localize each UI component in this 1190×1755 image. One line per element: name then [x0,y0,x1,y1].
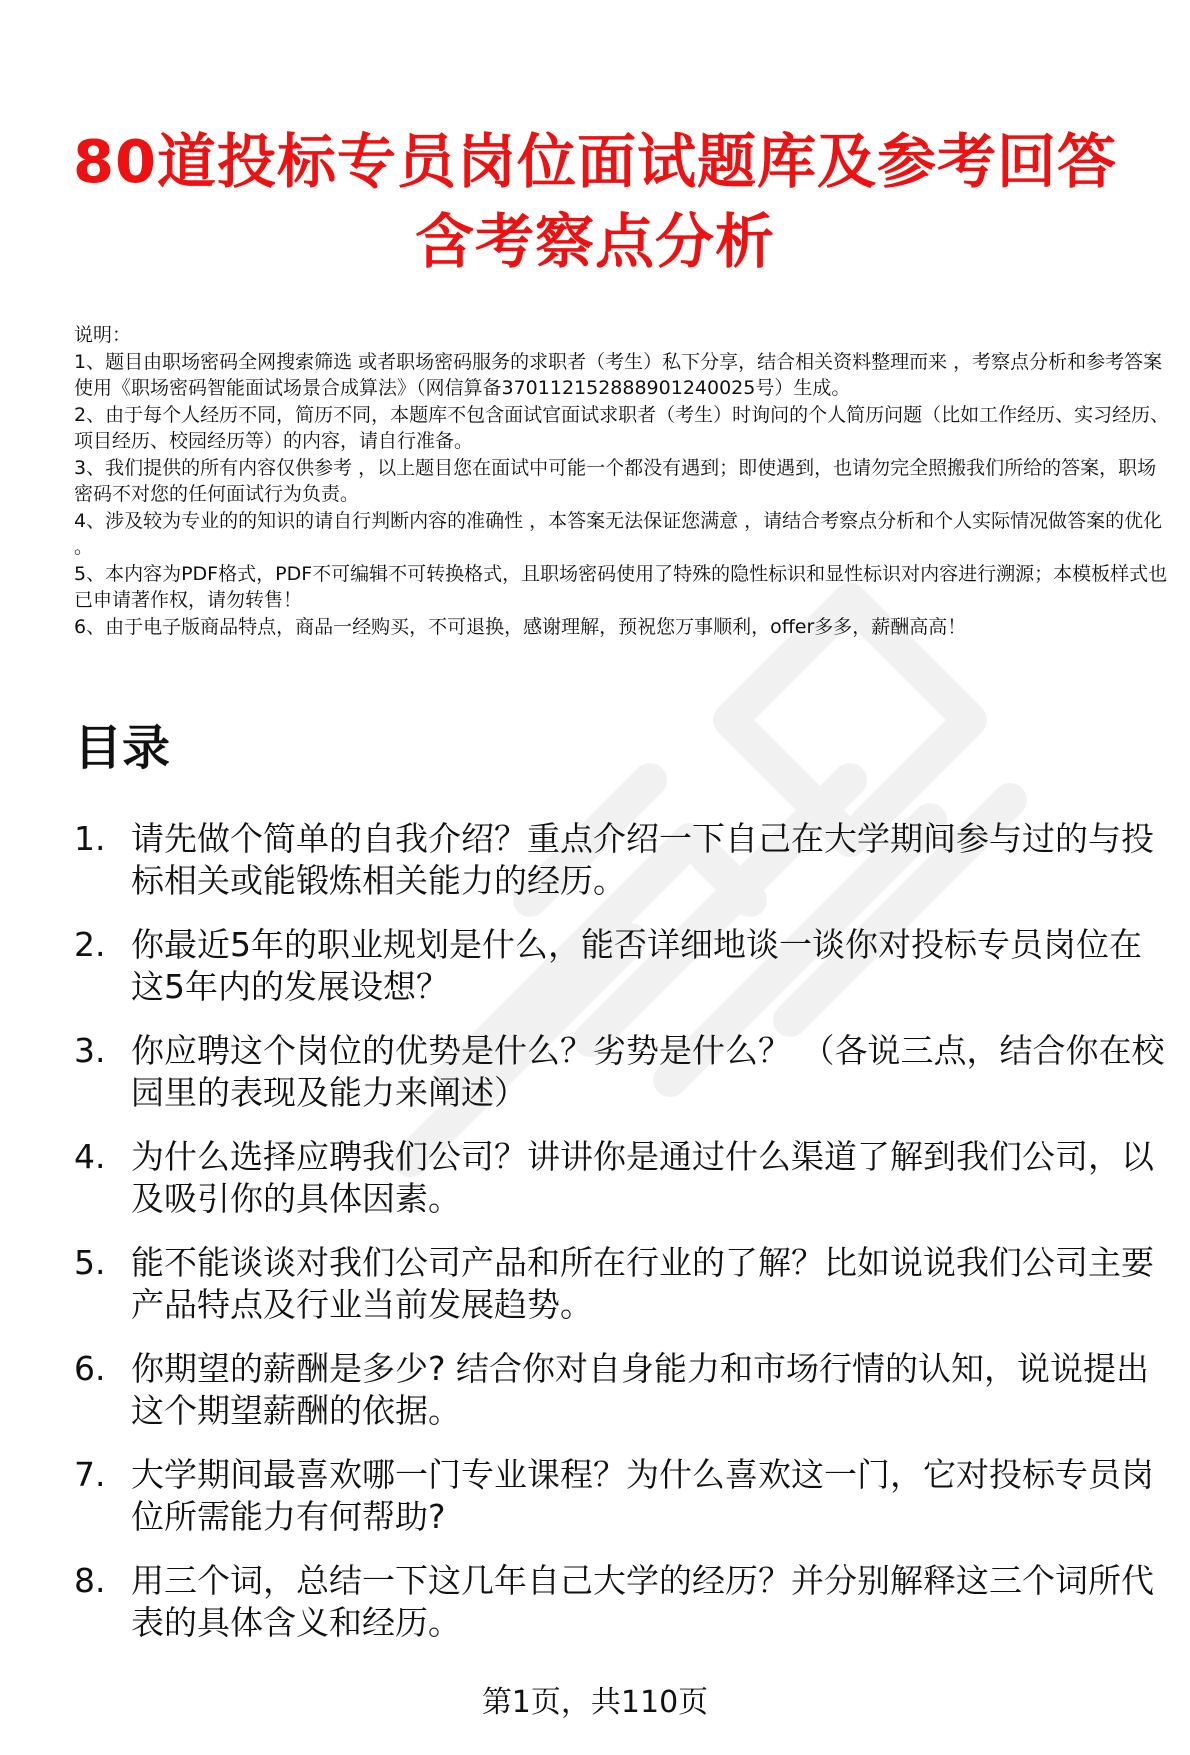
toc-item-number: 3. [74,1031,106,1070]
toc-item[interactable] [74,1560,1169,1644]
note-item: 3、我们提供的所有内容仅供参考 ，以上题目您在面试中可能一个都没有遇到；即使遇到，也请勿完全照搬我们所给的答案，职场密码不对您的任何面试行为负责。 [74,456,1157,505]
toc-item-text: 你期望的薪酬是多少? 结合你对自身能力和市场行情的认知，说说提出这个期望薪酬的依据。 [131,1349,1150,1430]
note-item: 1、题目由职场密码全网搜索筛选 或者职场密码服务的求职者（考生）私下分享，结合相关资料整理而来 ，考察点分析和参考答案使用《职场密码智能面试场景合成算法》（网信算备370112152888901240025号）生成。 [74,350,1163,399]
note-item: 2、由于每个人经历不同，简历不同，本题库不包含面试官面试求职者（考生）时询问的个人简历问题（比如工作经历、实习经历、项目经历、校园经历等）的内容，请自行准备。 [74,403,1170,452]
note-item: 5、本内容为PDF格式，PDF不可编辑不可转换格式，且职场密码使用了特殊的隐性标识和显性标识对内容进行溯源；本模板样式也已申请著作权，请勿转售！ [74,562,1168,611]
toc-item-number: 5. [74,1243,106,1282]
toc-item[interactable] [74,1030,1169,1114]
page-number-footer: 第1页，共110页 [481,1685,709,1720]
note-item: 6、由于电子版商品特点，商品一经购买，不可退换，感谢理解，预祝您万事顺利，offer多多，薪酬高高！ [74,615,967,638]
document-title: 80道投标专员岗位面试题库及参考回答含考察点分析 [72,127,1118,276]
toc-item[interactable] [74,818,1169,902]
instructions-block [74,322,1170,640]
toc-item[interactable] [74,1348,1169,1432]
note-item: 4、涉及较为专业的的知识的请自行判断内容的准确性 ，本答案无法保证您满意 ，请结合考察点分析和个人实际情况做答案的优化 。 [74,509,1163,558]
toc-heading: 目录 [74,720,171,776]
toc-item[interactable] [74,1136,1169,1220]
toc-item[interactable] [74,1454,1169,1538]
toc-item-text: 能不能谈谈对我们公司产品和所在行业的了解？比如说说我们公司主要产品特点及行业当前发展趋势。 [131,1243,1154,1324]
toc-item-number: 8. [74,1561,106,1600]
toc-item-number: 7. [74,1455,106,1494]
toc-item-text: 为什么选择应聘我们公司？讲讲你是通过什么渠道了解到我们公司，以及吸引你的具体因素。 [131,1137,1154,1218]
toc-item-number: 4. [74,1137,106,1176]
toc-item-text: 大学期间最喜欢哪一门专业课程？为什么喜欢这一门，它对投标专员岗位所需能力有何帮助? [131,1455,1154,1536]
toc-item[interactable] [74,1242,1169,1326]
toc-item-number: 6. [74,1349,106,1388]
toc-item-text: 请先做个简单的自我介绍？重点介绍一下自己在大学期间参与过的与投标相关或能锻炼相关能力的经历。 [131,819,1154,900]
toc-item-text: 你最近5年的职业规划是什么，能否详细地谈一谈你对投标专员岗位在这5年内的发展设想？ [131,925,1142,1006]
toc-item[interactable] [74,924,1169,1008]
toc-item-number: 1. [74,819,106,858]
toc-list [74,818,1169,1666]
toc-item-text: 用三个词，总结一下这几年自己大学的经历？并分别解释这三个词所代表的具体含义和经历。 [131,1561,1154,1642]
toc-item-text: 你应聘这个岗位的优势是什么？劣势是什么？ （各说三点，结合你在校园里的表现及能力来阐述） [131,1031,1165,1112]
notes-heading: 说明： [74,324,132,346]
toc-item-number: 2. [74,925,106,964]
